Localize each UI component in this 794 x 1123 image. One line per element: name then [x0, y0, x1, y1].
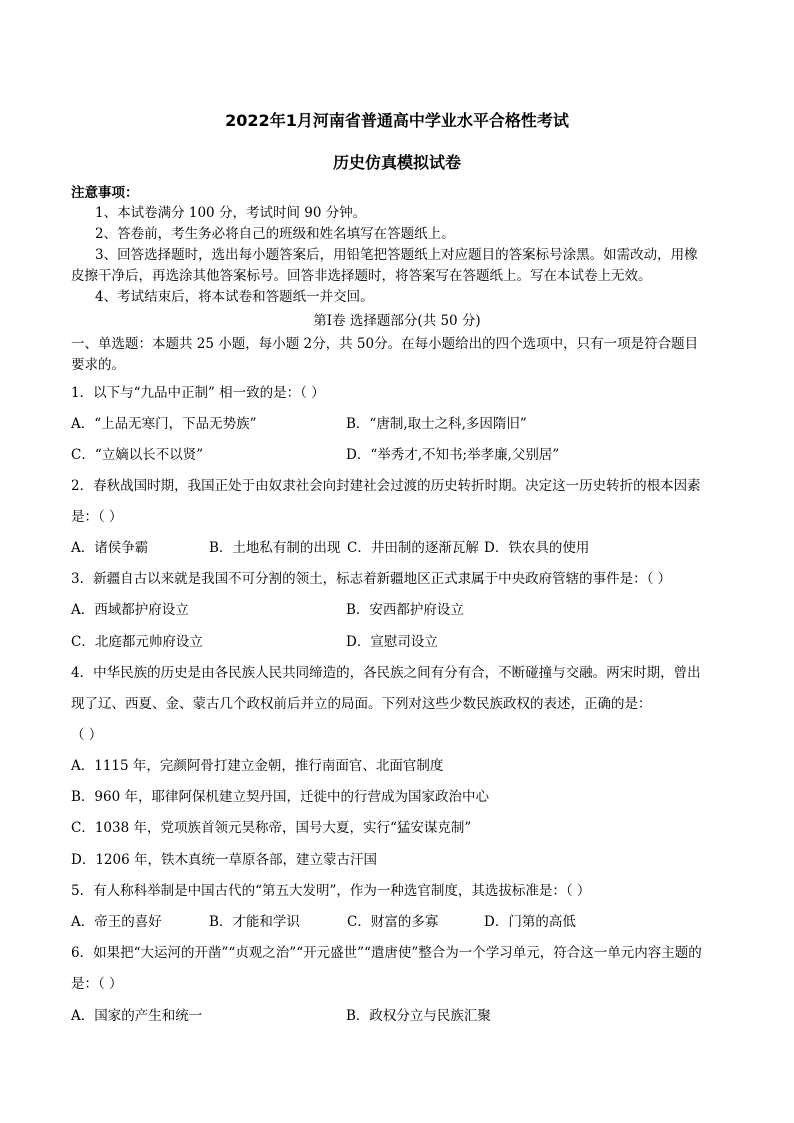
question-stem: 4．中华民族的历史是由各民族人民共同缔造的，各民族之间有分有合，不断碰撞与交融。两宋时期，曾出 [71, 665, 701, 681]
question-option: C．北庭都元帅府设立 [71, 634, 203, 650]
question-option: C．1038 年，党项族首领元昊称帝，国号大夏，实行“猛安谋克制” [71, 820, 472, 836]
notice-item: 4、考试结束后，将本试卷和答题纸一并交回。 [95, 289, 374, 305]
section-instruction: 一、单选题：本题共 25 小题，每小题 2分，共 50分。在每小题给出的四个选项中，只有一项是符合题目 [71, 336, 699, 352]
question-option: C．“立嫡以长不以贤” [71, 447, 204, 463]
notice-item: 1、本试卷满分 100 分，考试时间 90 分钟。 [95, 205, 367, 221]
question-stem: 6．如果把“大运河的开凿”“贞观之治”“开元盛世”“遣唐使”整合为一个学习单元，符合这一单元内容主题的 [71, 945, 702, 961]
notice-item: 3、回答选择题时，选出每小题答案后，用铅笔把答题纸上对应题目的答案标号涂黑。如需改动，用橡 [95, 247, 698, 263]
question-stem: 1．以下与“九品中正制” 相一致的是：（ ） [71, 385, 325, 401]
question-option: C．井田制的逐渐瓦解 [347, 540, 479, 556]
question-option: B．960 年，耶律阿保机建立契丹国，迁徙中的行营成为国家政治中心 [71, 789, 489, 805]
question-option: D．宣慰司设立 [346, 634, 438, 650]
question-option: B．“唐制,取士之科,多因隋旧” [346, 416, 527, 432]
exam-title: 2022年1月河南省普通高中学业水平合格性考试 [225, 111, 569, 130]
question-option: A．诸侯争霸 [71, 540, 149, 556]
section-instruction: 要求的。 [71, 357, 125, 373]
question-option: B．才能和学识 [209, 914, 300, 930]
notice-item: 皮擦干净后，再选涂其他答案标号。回答非选择题时，将答案写在答题纸上。写在本试卷上无效。 [71, 268, 652, 284]
question-stem: 3．新疆自古以来就是我国不可分割的领土，标志着新疆地区正式隶属于中央政府管辖的事件是：（ ） [71, 571, 672, 587]
notice-heading: 注意事项： [71, 185, 139, 201]
question-option: B．安西都护府设立 [346, 602, 464, 618]
question-option: C．财富的多寡 [347, 914, 439, 930]
question-stem: 2．春秋战国时期，我国正处于由奴隶社会向封建社会过渡的历史转折时期。决定这一历史转折的根本因素 [71, 478, 701, 494]
question-option: D．铁农具的使用 [484, 540, 590, 556]
question-option: D．1206 年，铁木真统一草原各部，建立蒙古汗国 [71, 852, 377, 868]
question-option: A．“上品无寒门，下品无势族” [71, 416, 257, 432]
question-option: A．国家的产生和统一 [71, 1008, 203, 1024]
part-title: 第Ⅰ卷 选择题部分(共 50 分) [313, 313, 481, 329]
question-option: D．门第的高低 [484, 914, 576, 930]
notice-item: 2、答卷前，考生务必将自己的班级和姓名填写在答题纸上。 [95, 226, 455, 242]
question-stem: 是：（ ） [71, 509, 123, 525]
question-option: A．西域都护府设立 [71, 602, 189, 618]
question-option: B．土地私有制的出现 [209, 540, 341, 556]
question-option: D．“举秀才,不知书;举孝廉,父别居” [346, 447, 560, 463]
question-stem: 是：（ ） [71, 976, 123, 992]
exam-subtitle: 历史仿真模拟试卷 [332, 153, 461, 172]
question-stem: 现了辽、西夏、金、蒙古几个政权前后并立的局面。下列对这些少数民族政权的表述，正确的是： [71, 696, 652, 712]
question-option: A．1115 年，完颜阿骨打建立金朝，推行南面官、北面官制度 [71, 758, 444, 774]
question-option: B．政权分立与民族汇聚 [346, 1008, 491, 1024]
question-option: A．帝王的喜好 [71, 914, 162, 930]
question-stem: 5．有人称科举制是中国古代的“第五大发明”，作为一种选官制度，其选拔标准是：（ ） [71, 883, 591, 899]
question-stem: （ ） [71, 727, 103, 743]
